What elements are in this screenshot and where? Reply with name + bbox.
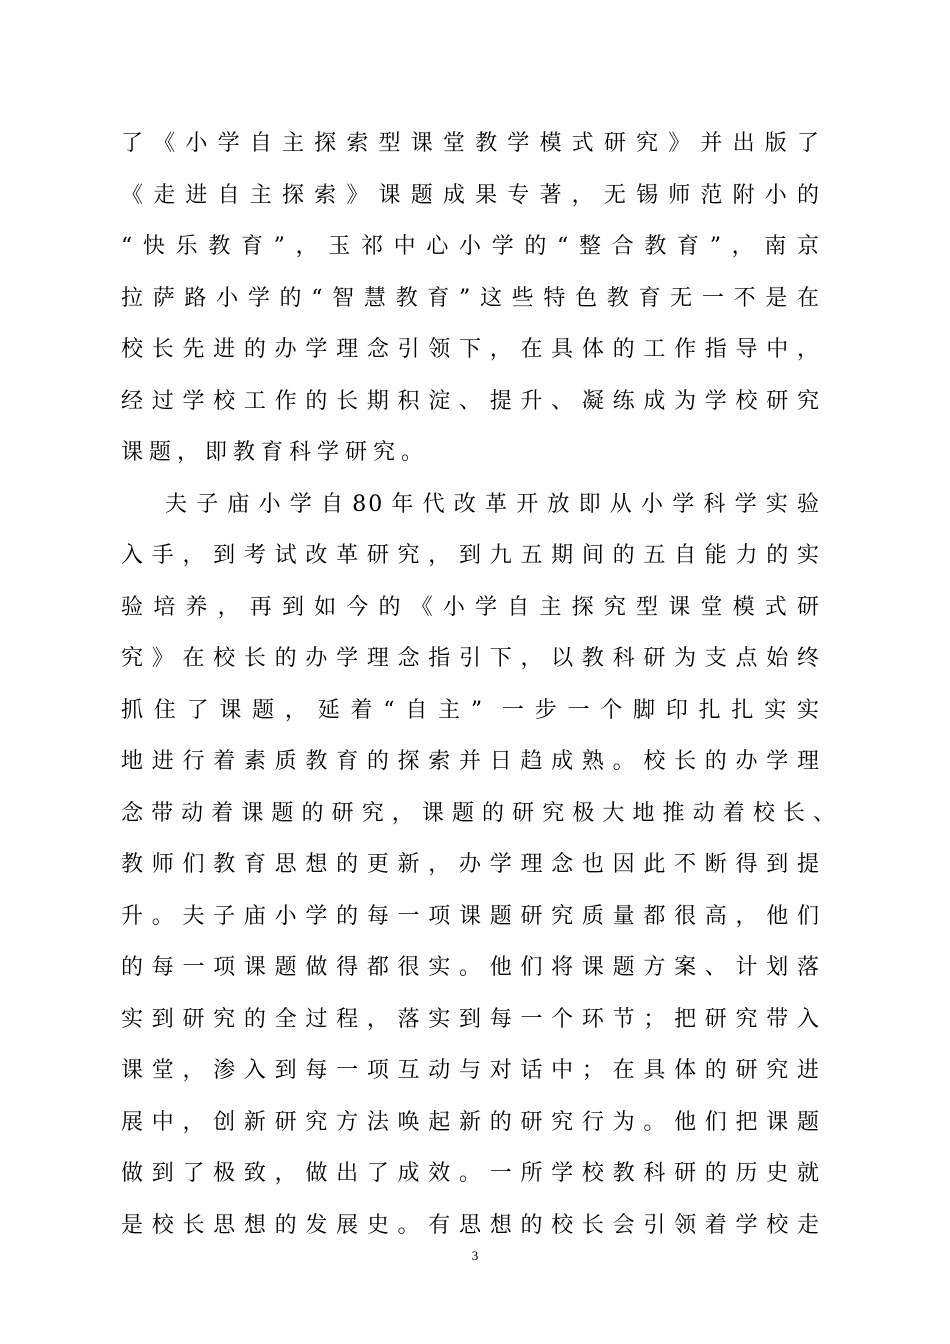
text-line: 教师们教育思想的更新，办学理念也因此不断得到提: [121, 852, 821, 877]
text-line: 验培养，再到如今的《小学自主探究型课堂模式研: [121, 594, 821, 620]
text-line: 的每一项课题做得都很实。他们将课题方案、计划落: [121, 955, 821, 980]
body-text: [121, 118, 837, 1251]
text-line: 展中，创新研究方法唤起新的研究行为。他们把课题: [121, 1109, 821, 1135]
page-number: 3: [471, 1248, 479, 1263]
text-line: “快乐教育”，玉祁中心小学的“整合教育”，南京: [121, 234, 821, 259]
paragraph-first-line: 夫子庙小学自80年代改革开放即从小学科学实验: [165, 491, 821, 517]
text-line: 做到了极致，做出了成效。一所学校教科研的历史就: [121, 1161, 821, 1186]
text-line: 入手，到考试改革研究，到九五期间的五自能力的实: [121, 543, 821, 568]
text-line: 念带动着课题的研究，课题的研究极大地推动着校长、: [121, 800, 837, 826]
text-line: 实到研究的全过程，落实到每一个环节；把研究带入: [121, 1006, 821, 1032]
text-line: 抓住了课题，延着“自主” 一步一个脚印扎扎实实: [121, 697, 821, 723]
text-line: 究》在校长的办学理念指引下，以教科研为支点始终: [121, 646, 821, 671]
text-line: 《走进自主探索》课题成果专著，无锡师范附小的: [121, 182, 821, 208]
text-line: 了《小学自主探索型课堂教学模式研究》并出版了: [121, 131, 821, 156]
text-line: 地进行着素质教育的探索并日趋成熟。校长的办学理: [121, 749, 821, 774]
text-line: 课题，即教育科学研究。: [121, 440, 430, 465]
text-line: 拉萨路小学的“智慧教育”这些特色教育无一不是在: [121, 285, 821, 311]
text-line: 经过学校工作的长期积淀、提升、凝练成为学校研究: [121, 388, 821, 414]
text-line: 是校长思想的发展史。有思想的校长会引领着学校走: [121, 1212, 821, 1238]
text-line: 课堂，渗入到每一项互动与对话中；在具体的研究进: [121, 1058, 821, 1083]
text-line: 校长先进的办学理念引领下，在具体的工作指导中，: [121, 337, 821, 362]
text-line: 升。夫子庙小学的每一项课题研究质量都很高，他们: [121, 903, 821, 929]
